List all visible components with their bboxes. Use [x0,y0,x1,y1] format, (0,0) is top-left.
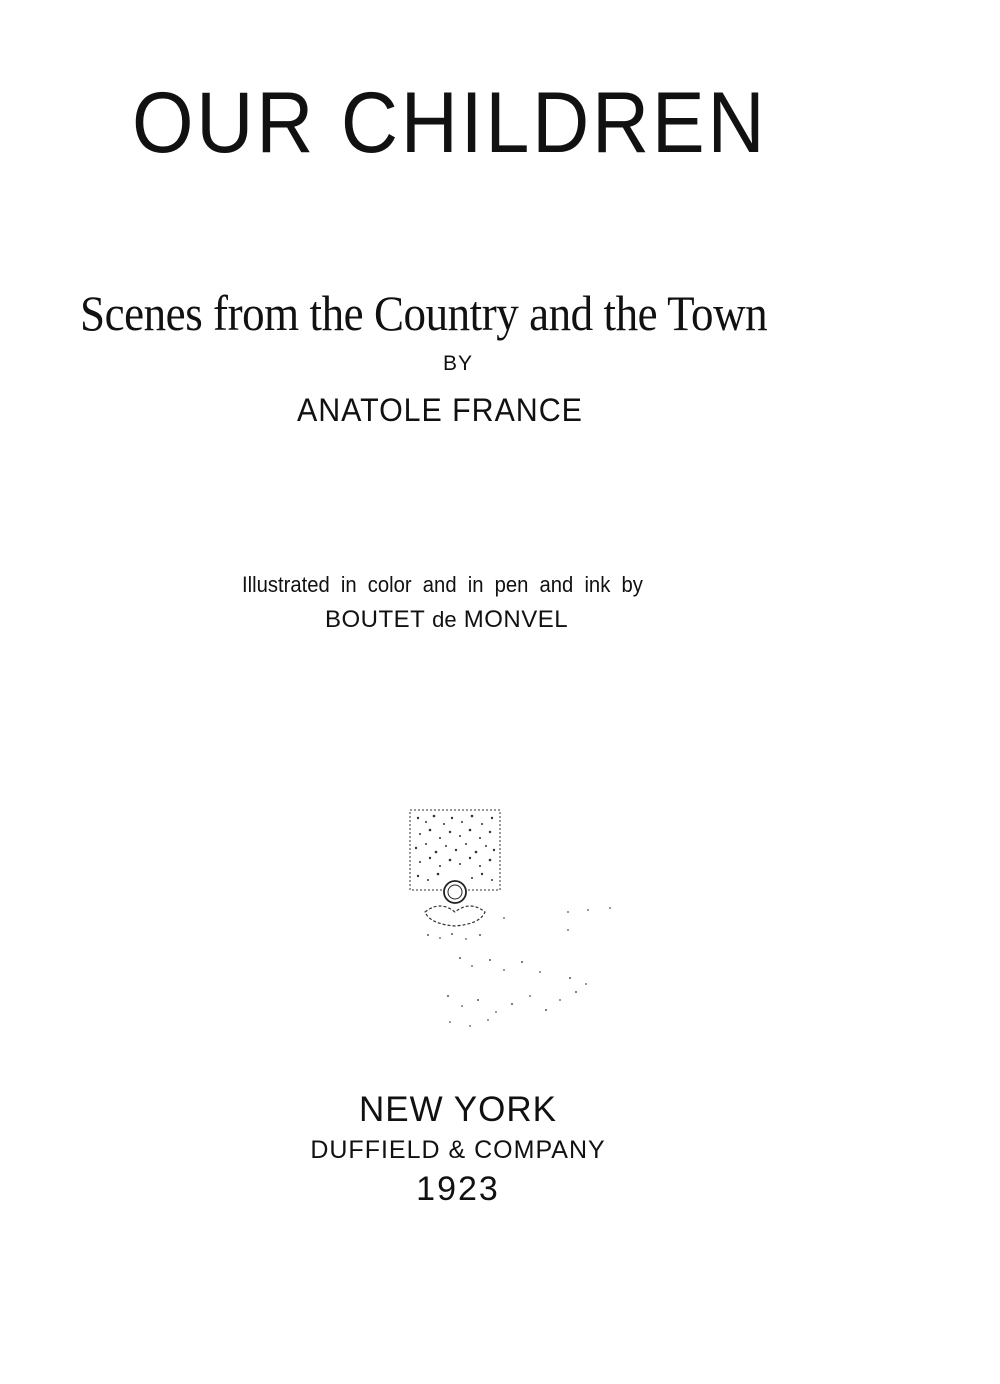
illustrator-particle: de [432,607,457,632]
by-line: BY [442,352,473,375]
illustrator-last: MONVEL [463,606,569,633]
publication-year: 1923 [416,1170,500,1208]
illustrator-name [325,606,568,634]
publisher-name: DUFFIELD & COMPANY [310,1136,606,1164]
illustrator-first: BOUTET [325,606,425,633]
book-subtitle: Scenes from the Country and the Town [80,285,768,341]
publication-city: NEW YORK [359,1090,557,1129]
author-name: ANATOLE FRANCE [297,392,583,428]
illustration-credit: Illustrated in color and in pen and ink by [242,572,643,597]
publisher-device-icon [400,800,630,1040]
book-title: OUR CHILDREN [132,75,768,171]
